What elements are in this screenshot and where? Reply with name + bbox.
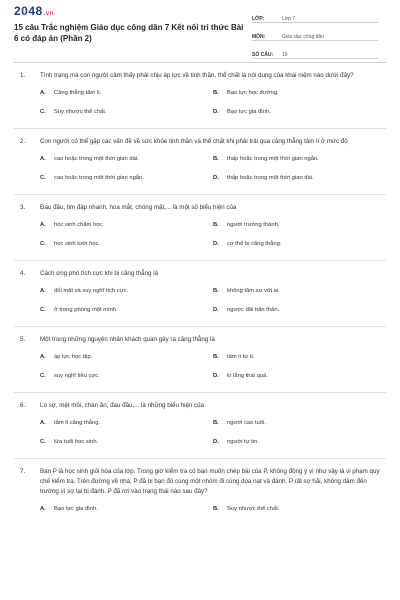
question-number: 7. <box>20 468 26 475</box>
question-text <box>14 195 386 213</box>
question-number: 6. <box>20 402 26 409</box>
meta-row-class <box>252 10 378 23</box>
option-letter: A. <box>40 354 46 360</box>
option-text: cao hoặc trong một thời gian ngắn. <box>54 175 144 181</box>
option-text: tâm lí căng thẳng. <box>54 420 101 426</box>
answer-option[interactable] <box>40 240 213 249</box>
answer-options <box>14 81 386 128</box>
answer-option[interactable] <box>40 108 213 117</box>
answer-option[interactable] <box>40 438 213 447</box>
answer-option[interactable] <box>40 221 213 230</box>
option-letter: B. <box>213 288 219 294</box>
option-text: không tâm sự với ai. <box>227 288 280 294</box>
meta-row-subject <box>252 28 378 41</box>
question-number: 4. <box>20 270 26 277</box>
option-letter: A. <box>40 222 46 228</box>
answer-option[interactable] <box>40 372 213 381</box>
answer-option[interactable] <box>40 505 213 514</box>
question-item <box>0 261 400 326</box>
answer-option[interactable] <box>213 221 386 230</box>
meta-info <box>252 10 378 64</box>
option-letter: D. <box>213 175 219 181</box>
option-letter: A. <box>40 420 46 426</box>
question-list <box>0 63 400 525</box>
option-text: Bạo lực gia đình. <box>227 109 271 115</box>
option-text: lo lắng thái quá. <box>227 373 268 379</box>
option-letter: A. <box>40 288 46 294</box>
question-body: Lo sợ, mệt mỏi, chán ăn, đau đầu,... là những biểu hiện của <box>40 402 205 409</box>
option-text: suy nghĩ tiêu cực. <box>54 373 100 379</box>
answer-options <box>14 411 386 458</box>
option-letter: B. <box>213 354 219 360</box>
option-letter: B. <box>213 90 219 96</box>
answer-option[interactable] <box>40 306 213 315</box>
question-item <box>0 63 400 128</box>
option-text: ở trong phòng một mình. <box>54 307 118 313</box>
option-letter: D. <box>213 439 219 445</box>
meta-label: SỐ CÂU: <box>252 52 274 58</box>
document-header <box>0 0 400 62</box>
question-number: 5. <box>20 336 26 343</box>
answer-option[interactable] <box>213 108 386 117</box>
meta-value: Lớp 7 <box>282 16 296 22</box>
question-body: Bạn P là học sinh giỏi hóa của lớp. Trong giờ kiểm tra có bạn muốn chép bài của P, không đồng ý vì như vậy là vi phạm quy chế kiểm tra. Trên đường về nhà, P đã bị bạn đó cùng một nhóm đi cùng dọa nạt và đánh. P rất sợ hãi, không dám đến trường vì sợ lại bị đánh. P đã rơi vào trạng thái nào sau đây? <box>40 468 380 495</box>
answer-option[interactable] <box>213 174 386 183</box>
answer-option[interactable] <box>40 353 213 362</box>
option-text: Bạo lực gia đình. <box>54 506 98 512</box>
answer-option[interactable] <box>213 306 386 315</box>
answer-option[interactable] <box>213 372 386 381</box>
option-text: Căng thẳng tâm lí. <box>54 90 102 96</box>
logo-suffix: .vn <box>43 11 54 17</box>
answer-option[interactable] <box>213 438 386 447</box>
question-item <box>0 195 400 260</box>
site-logo[interactable] <box>14 4 54 18</box>
option-letter: A. <box>40 90 46 96</box>
question-body: Một trong những nguyên nhân khách quan gây ra căng thẳng là <box>40 336 215 343</box>
option-text: người trưởng thành. <box>227 222 280 228</box>
option-letter: B. <box>213 506 219 512</box>
option-letter: C. <box>40 439 46 445</box>
option-text: cơ thể bị căng thẳng. <box>227 241 282 247</box>
answer-options <box>14 497 386 525</box>
meta-row-count <box>252 46 378 59</box>
option-text: thấp hoặc trong một thời gian ngắn. <box>227 156 319 162</box>
meta-value: Giáo dục công dân <box>282 34 324 40</box>
option-text: đối mặt và suy nghĩ tích cực. <box>54 288 129 294</box>
option-letter: C. <box>40 175 46 181</box>
option-text: Suy nhược thể chất. <box>227 506 280 512</box>
question-number: 1. <box>20 72 26 79</box>
question-body: Cách ứng phó tích cực khi bị căng thẳng là <box>40 270 159 277</box>
answer-option[interactable] <box>213 353 386 362</box>
answer-option[interactable] <box>40 174 213 183</box>
option-text: học sinh lười học. <box>54 241 101 247</box>
option-text: học sinh chăm học. <box>54 222 104 228</box>
answer-option[interactable] <box>213 155 386 164</box>
option-letter: C. <box>40 307 46 313</box>
option-letter: B. <box>213 156 219 162</box>
option-text: ngược đãi bản thân. <box>227 307 280 313</box>
answer-option[interactable] <box>213 505 386 514</box>
option-text: tâm lí tự ti. <box>227 354 255 360</box>
option-letter: B. <box>213 420 219 426</box>
option-text: cao hoặc trong một thời gian dài. <box>54 156 139 162</box>
option-letter: B. <box>213 222 219 228</box>
option-letter: A. <box>40 506 46 512</box>
answer-option[interactable] <box>213 240 386 249</box>
answer-options <box>14 345 386 392</box>
meta-label: LỚP: <box>252 16 265 22</box>
option-letter: A. <box>40 156 46 162</box>
question-body: Con người có thể gặp các vấn đề về sức khỏe tinh thần và thể chất khi phải trải qua căng thẳng tâm lí ở mức độ <box>40 138 348 145</box>
option-text: thấp hoặc trong một thời gian dài. <box>227 175 314 181</box>
answer-option[interactable] <box>213 287 386 296</box>
option-text: người tự tin. <box>227 439 259 445</box>
option-letter: C. <box>40 373 46 379</box>
answer-options <box>14 213 386 260</box>
question-body: Đau đầu, tim đập nhanh, hoa mắt, chóng mặt,... là một số biểu hiện của <box>40 204 237 211</box>
question-text <box>14 327 386 345</box>
option-letter: D. <box>213 373 219 379</box>
option-text: Suy nhược thể chất. <box>54 109 107 115</box>
question-body: Tình trạng mà con người cảm thấy phải chịu áp lực về tinh thần, thể chất là nội dung của khái niệm nào dưới đây? <box>40 72 354 79</box>
meta-label: MÔN: <box>252 34 266 40</box>
question-number: 2. <box>20 138 26 145</box>
option-text: áp lực học tập. <box>54 354 93 360</box>
meta-value: 15 <box>282 52 288 58</box>
question-text <box>14 459 386 497</box>
answer-options <box>14 279 386 326</box>
question-item <box>0 327 400 392</box>
answer-option[interactable] <box>213 419 386 428</box>
logo-text: 2048 <box>14 4 43 18</box>
option-letter: C. <box>40 109 46 115</box>
answer-option[interactable] <box>40 155 213 164</box>
option-text: lứa tuổi học sinh. <box>54 439 99 445</box>
answer-options <box>14 147 386 194</box>
question-item <box>0 129 400 194</box>
question-text <box>14 261 386 279</box>
question-text <box>14 63 386 81</box>
answer-option[interactable] <box>40 89 213 98</box>
option-text: Bạo lực học đường. <box>227 90 279 96</box>
option-letter: D. <box>213 241 219 247</box>
answer-option[interactable] <box>40 419 213 428</box>
option-text: người cao tuổi. <box>227 420 266 426</box>
document-title: 15 câu Trắc nghiệm Giáo dục công dân 7 Kết nối tri thức Bài 6 có đáp án (Phần 2) <box>14 23 244 43</box>
question-text <box>14 129 386 147</box>
option-letter: D. <box>213 109 219 115</box>
question-number: 3. <box>20 204 26 211</box>
answer-option[interactable] <box>40 287 213 296</box>
question-item <box>0 459 400 525</box>
option-letter: D. <box>213 307 219 313</box>
question-item <box>0 393 400 458</box>
answer-option[interactable] <box>213 89 386 98</box>
option-letter: C. <box>40 241 46 247</box>
question-text <box>14 393 386 411</box>
